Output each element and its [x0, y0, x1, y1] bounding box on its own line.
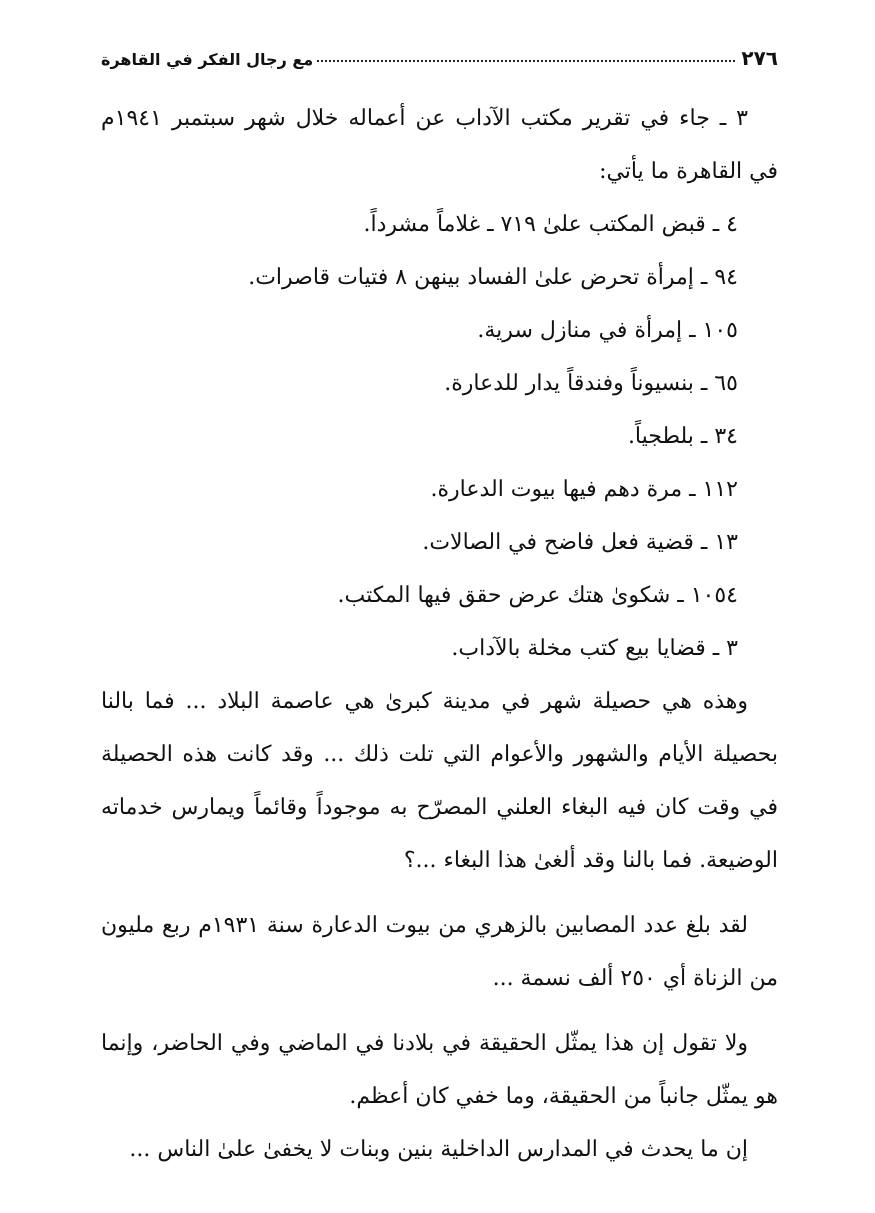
list-item: ٣٤ ـ بلطجياً.	[627, 424, 738, 449]
list-item: ٤ ـ قبض المكتب علىٰ ٧١٩ ـ غلاماً مشرداً.	[363, 212, 738, 237]
body-paragraph: وهذه هي حصيلة شهر في مدينة كبرىٰ هي عاصمة البلاد ... فما بالنا بحصيلة الأيام والشهور والأعوام التي تلت ذلك ... وقد كانت هذه الحصيلة في وقت كان فيه البغاء العلني المصرّح به موجوداً وقائماً ويمارس خدماته الوضيعة. فما بالنا وقد ألغىٰ هذا البغاء ...؟	[101, 689, 778, 873]
statistics-list	[101, 198, 778, 675]
body-paragraph: إن ما يحدث في المدارس الداخلية بنين وبنات لا يخفىٰ علىٰ الناس ...	[129, 1137, 748, 1162]
intro-paragraph: ٣ ـ جاء في تقرير مكتب الآداب عن أعماله خلال شهر سبتمبر ١٩٤١م في القاهرة ما يأتي:	[101, 106, 778, 184]
list-item: ١١٢ ـ مرة دهم فيها بيوت الدعارة.	[430, 477, 738, 502]
list-item: ٩٤ ـ إمرأة تحرض علىٰ الفساد بينهن ٨ فتيات قاصرات.	[248, 265, 738, 290]
page-header	[101, 34, 778, 68]
list-item: ٣ ـ قضايا بيع كتب مخلة بالآداب.	[451, 636, 738, 661]
list-item: ١٠٥٤ ـ شكوىٰ هتك عرض حقق فيها المكتب.	[337, 583, 738, 608]
body-paragraph: ولا تقول إن هذا يمثّل الحقيقة في بلادنا في الماضي وفي الحاضر، وإنما هو يمثّل جانباً من الحقيقة، وما خفي كان أعظم.	[101, 1031, 778, 1109]
body-paragraph: لقد بلغ عدد المصابين بالزهري من بيوت الدعارة سنة ١٩٣١م ربع مليون من الزناة أي ٢٥٠ ألف نسمة ...	[101, 913, 778, 991]
page-number: ٢٧٦	[741, 46, 778, 70]
dotted-leader	[317, 60, 735, 62]
page-body	[101, 92, 778, 1176]
list-item: ١٠٥ ـ إمرأة في منازل سرية.	[477, 318, 738, 343]
running-title: مع رجال الفكر في القاهرة	[101, 50, 314, 69]
list-item: ١٣ ـ قضية فعل فاضح في الصالات.	[422, 530, 738, 555]
list-item: ٦٥ ـ بنسيوناً وفندقاً يدار للدعارة.	[444, 371, 738, 396]
